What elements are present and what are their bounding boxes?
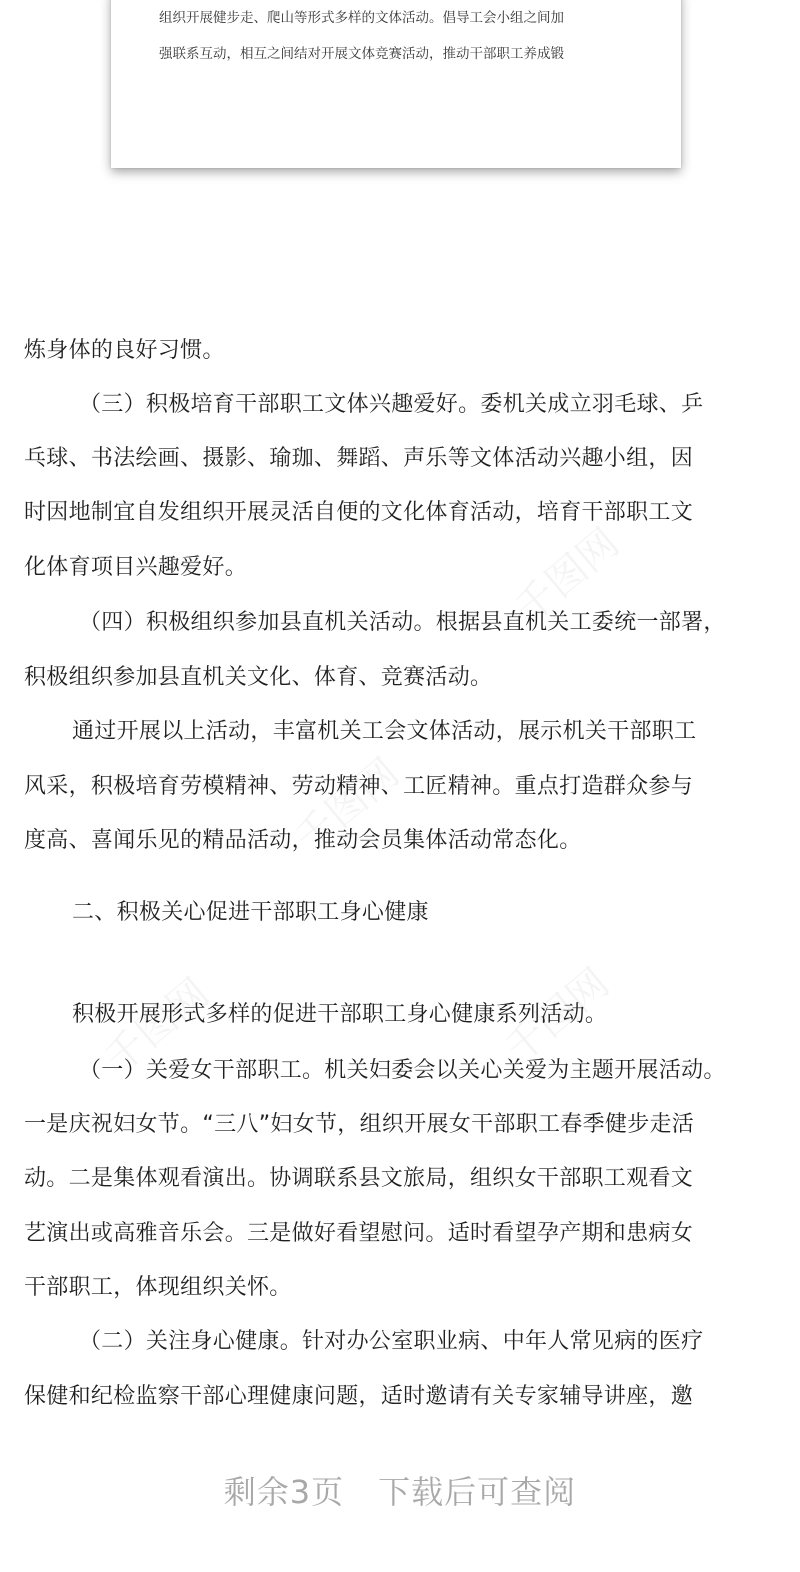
paragraph-line: 积极组织参加县直机关文化、体育、竞赛活动。 xyxy=(24,665,493,690)
paragraph-line: 积极开展形式多样的促进干部职工身心健康系列活动。 xyxy=(72,1002,608,1027)
paragraph-line: 炼身体的良好习惯。 xyxy=(24,338,225,363)
paragraph-line: 一是庆祝妇女节。“三八”妇女节，组织开展女干部职工春季健步走活 xyxy=(24,1112,695,1137)
paragraph-line: 时因地制宜自发组织开展灵活自便的文化体育活动，培育干部职工文 xyxy=(24,500,694,525)
paragraph-line: 保健和纪检监察干部心理健康问题，适时邀请有关专家辅导讲座，邀 xyxy=(24,1384,694,1409)
paragraph-line: （四）积极组织参加县直机关活动。根据县直机关工委统一部署， xyxy=(79,610,726,635)
section-heading: 二、积极关心促进干部职工身心健康 xyxy=(72,900,429,925)
preview-page-card xyxy=(111,0,681,168)
download-prompt[interactable] xyxy=(0,1467,800,1513)
remaining-pages-label: 剩余3页 xyxy=(223,1473,345,1511)
paragraph-line: （三）积极培育干部职工文体兴趣爱好。委机关成立羽毛球、乒 xyxy=(79,392,704,417)
paragraph-line: （一）关爱女干部职工。机关妇委会以关心关爱为主题开展活动。 xyxy=(79,1058,726,1083)
paragraph-line: 干部职工，体现组织关怀。 xyxy=(24,1275,292,1300)
paragraph-line: 风采，积极培育劳模精神、劳动精神、工匠精神。重点打造群众参与 xyxy=(24,774,694,799)
paragraph-line: 动。二是集体观看演出。协调联系县文旅局，组织女干部职工观看文 xyxy=(24,1166,694,1191)
paragraph-line: 度高、喜闻乐见的精品活动，推动会员集体活动常态化。 xyxy=(24,828,582,853)
preview-line: 强联系互动，相互之间结对开展文体竞赛活动，推动干部职工养成锻 xyxy=(159,46,564,62)
paragraph-line: 艺演出或高雅音乐会。三是做好看望慰问。适时看望孕产期和患病女 xyxy=(24,1221,694,1246)
paragraph-line: （二）关注身心健康。针对办公室职业病、中年人常见病的医疗 xyxy=(79,1329,704,1354)
paragraph-line: 通过开展以上活动，丰富机关工会文体活动，展示机关干部职工 xyxy=(72,719,697,744)
paragraph-line: 化体育项目兴趣爱好。 xyxy=(24,555,248,580)
preview-line: 组织开展健步走、爬山等形式多样的文体活动。倡导工会小组之间加 xyxy=(159,10,564,26)
download-to-view-label: 下载后可查阅 xyxy=(378,1473,577,1511)
paragraph-line: 乓球、书法绘画、摄影、瑜珈、舞蹈、声乐等文体活动兴趣小组，因 xyxy=(24,446,694,471)
